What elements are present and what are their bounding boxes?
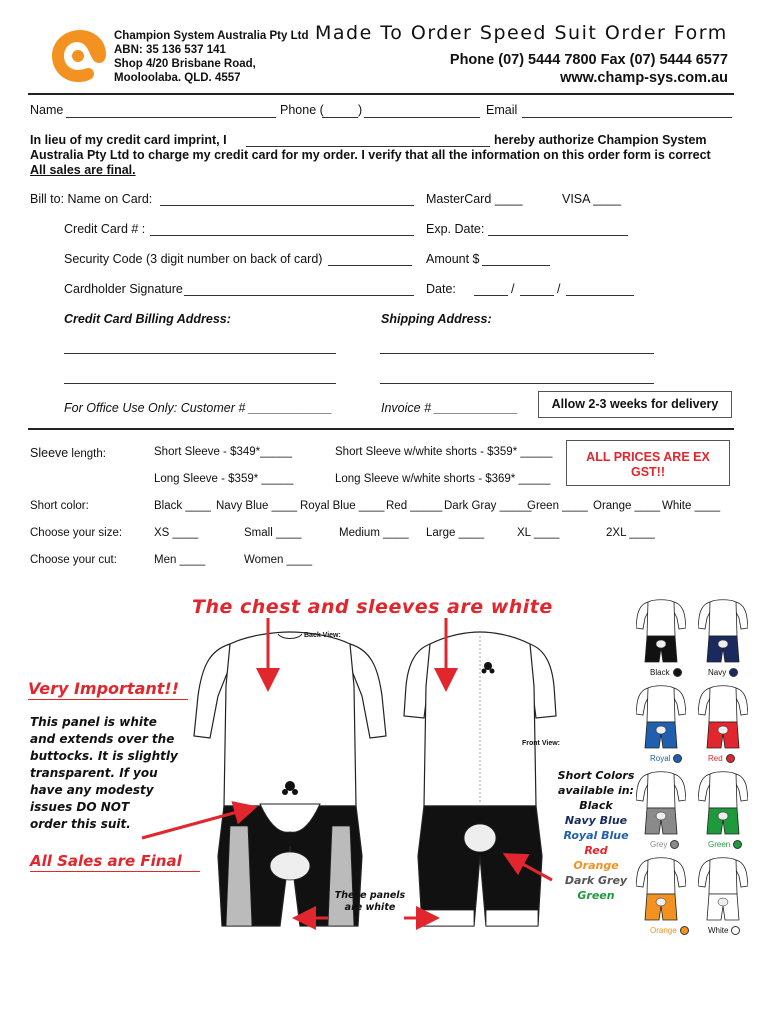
short-color-item: Navy Blue [564,814,628,827]
panel-note [30,714,178,833]
color-option-white[interactable]: White ____ [662,500,721,512]
swatch-label [650,840,679,849]
swatch-label [708,926,740,935]
office-use-invoice: Invoice # ____________ [381,401,518,415]
short-colors-available [548,768,644,903]
swatch-suit-icon [636,598,686,666]
swatch-label-text: Royal [650,754,671,763]
swatch-suit-icon [698,684,748,752]
color-option-orange[interactable]: Orange ____ [593,500,661,512]
phone-label: Phone ( [280,103,324,117]
swatch-label [650,668,682,677]
size-option-medium[interactable]: Medium ____ [339,527,409,539]
cut-option-women[interactable]: Women ____ [244,554,313,566]
short-colors-title: available in: [558,784,634,797]
form-title: Made To Order Speed Suit Order Form [315,22,728,44]
swatch-suit-icon [636,684,686,752]
credit-card-label: Credit Card # : [64,222,146,236]
auth-line1-end: hereby authorize Champion System [494,133,707,147]
auth-line2: Australia Pty Ltd to charge my credit card for my order. I verify that all the information on this order form is correct [30,148,711,162]
mastercard-option[interactable]: MasterCard ____ [426,192,523,206]
visa-option[interactable]: VISA ____ [562,192,622,206]
panels-white-line: These panels [334,890,406,901]
all-sales-final-underline [30,871,200,872]
swatch-label [650,754,682,763]
swatch-label-text: Black [650,668,670,677]
short-color-item: Green [577,889,615,902]
swatch-suit-icon [636,856,686,924]
cut-option-men[interactable]: Men ____ [154,554,206,566]
panel-note-line: buttocks. It is slightly [30,749,178,763]
color-option-dark-gray[interactable]: Dark Gray _____ [444,500,532,512]
swatch-black [632,598,692,684]
swatch-grey [632,770,692,856]
panel-note-line: This panel is white [30,715,157,729]
swatch-suit-icon [636,770,686,838]
short-colors-title: Short Colors [557,769,635,782]
short-sleeve-white-option[interactable]: Short Sleeve w/white shorts - $359* _____ [335,446,553,458]
name-label: Name [30,103,64,117]
phone-paren: ) [358,103,363,117]
short-color-label: Short color: [30,500,89,512]
company-address-line2: Mooloolaba. QLD. 4557 [114,72,241,84]
long-sleeve-white-option[interactable]: Long Sleeve w/white shorts - $369* _____ [335,473,551,485]
swatch-label [708,840,742,849]
bill-to-label: Bill to: Name on Card: [30,192,153,206]
color-dot-icon [733,840,742,849]
color-option-royal-blue[interactable]: Royal Blue ____ [300,500,385,512]
exp-date-label: Exp. Date: [426,222,485,236]
panels-white-line: are white [344,902,396,913]
long-sleeve-option[interactable]: Long Sleeve - $359* _____ [154,473,294,485]
office-use-customer: For Office Use Only: Customer # ____________ [64,401,333,415]
swatch-label-text: Grey [650,840,668,849]
cut-label: Choose your cut: [30,554,117,566]
panels-white-note [330,890,410,914]
short-color-item: Red [584,844,608,857]
shipping-address-label: Shipping Address: [381,312,492,326]
company-abn: ABN: 35 136 537 141 [114,44,226,56]
date-slash-1: / [511,282,515,296]
swatch-label [650,926,689,935]
swatch-orange [632,856,692,942]
color-option-red[interactable]: Red _____ [386,500,443,512]
swatch-suit-icon [698,856,748,924]
size-option-xs[interactable]: XS ____ [154,527,199,539]
length-word: length: [68,448,106,460]
company-website[interactable]: www.champ-sys.com.au [560,70,728,86]
swatch-grid [632,598,758,944]
short-color-item: Dark Grey [564,874,628,887]
swatch-label-text: White [708,926,729,935]
color-option-navy-blue[interactable]: Navy Blue ____ [216,500,298,512]
all-sales-final-heading: All Sales are Final [30,852,182,870]
swatch-green [694,770,754,856]
swatch-navy [694,598,754,684]
swatch-red [694,684,754,770]
swatch-royal [632,684,692,770]
panel-note-line: order this suit. [30,817,131,831]
panel-note-line: have any modesty [30,783,154,797]
swatch-white [694,856,754,942]
short-sleeve-option[interactable]: Short Sleeve - $349*_____ [154,446,293,458]
color-dot-icon [726,754,735,763]
swatch-suit-icon [698,770,748,838]
short-color-item: Black [579,799,613,812]
panel-note-line: transparent. If you [30,766,158,780]
swatch-suit-icon [698,598,748,666]
color-dot-icon [673,668,682,677]
gst-notice: ALL PRICES ARE EX GST!! [586,450,710,479]
short-color-item: Orange [573,859,619,872]
color-option-black[interactable]: Black ____ [154,500,211,512]
back-view-label: Back View: [304,632,341,639]
short-color-item: Royal Blue [563,829,629,842]
color-dot-icon [731,926,740,935]
date-label: Date: [426,282,456,296]
color-dot-icon [670,840,679,849]
swatch-label [708,754,735,763]
auth-line3: All sales are final. [30,163,136,177]
swatch-label-text: Red [708,754,723,763]
size-option-xl[interactable]: XL ____ [517,527,560,539]
auth-line1-start: In lieu of my credit card imprint, I [30,133,227,147]
size-option-2xl[interactable]: 2XL ____ [606,527,655,539]
very-important-heading: Very Important!! [28,679,179,698]
color-dot-icon [673,754,682,763]
panel-note-line: and extends over the [30,732,175,746]
company-phone-fax: Phone (07) 5444 7800 Fax (07) 5444 6577 [449,52,728,68]
swatch-label-text: Navy [708,668,727,677]
illustration-headline: The chest and sleeves are white [192,596,553,618]
color-dot-icon [729,668,738,677]
date-slash-2: / [557,282,561,296]
delivery-notice: Allow 2-3 weeks for delivery [551,397,719,411]
very-important-underline [28,699,188,700]
swatch-label-text: Green [708,840,731,849]
swatch-label [708,668,738,677]
swatch-label-text: Orange [650,926,677,935]
size-label: Choose your size: [30,527,123,539]
security-code-label: Security Code (3 digit number on back of card) [64,252,323,266]
billing-address-label: Credit Card Billing Address: [64,312,231,326]
email-label: Email [486,103,518,117]
amount-label: Amount $ [426,252,480,266]
color-dot-icon [680,926,689,935]
color-option-green[interactable]: Green ____ [527,500,588,512]
signature-label: Cardholder Signature [64,282,183,296]
company-name: Champion System Australia Pty Ltd [114,30,309,42]
sleeve-word: Sleeve [30,446,69,460]
short-color-list [548,798,644,903]
size-option-small[interactable]: Small ____ [244,527,302,539]
front-view-label: Front View: [522,740,560,747]
size-option-large[interactable]: Large ____ [426,527,485,539]
company-address-line1: Shop 4/20 Brisbane Road, [114,58,256,70]
panel-note-line: issues DO NOT [30,800,130,814]
